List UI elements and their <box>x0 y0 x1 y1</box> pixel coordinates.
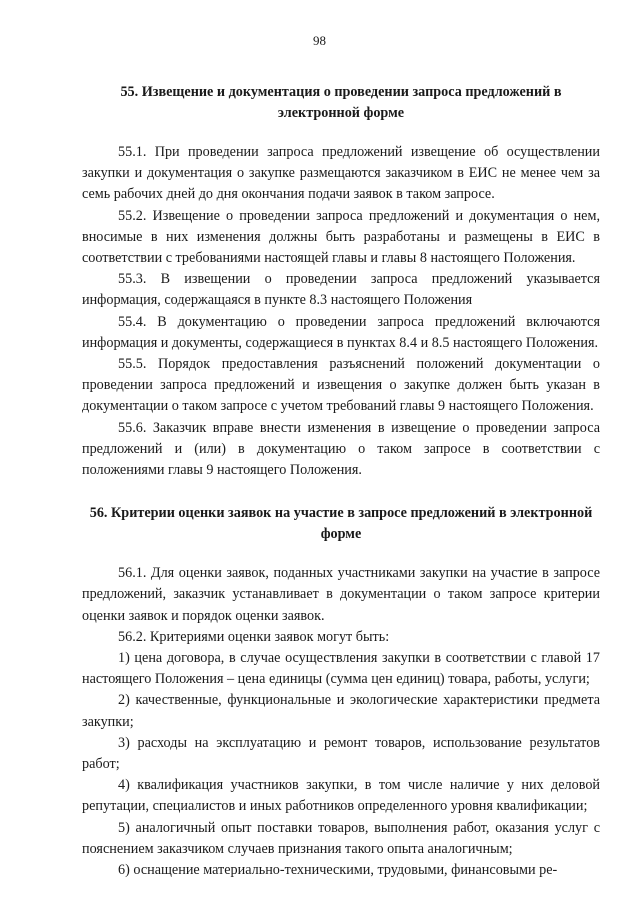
paragraph-55-3: 55.3. В извещении о проведении запроса предложений указывается информация, содержащаяся в пункте 8.3 настоящего Положения <box>82 271 600 309</box>
list-item-3: 3) расходы на эксплуатацию и ремонт товаров, использование результатов работ; <box>82 734 600 773</box>
list-item-1: 1) цена договора, в случае осуществления закупки в соответствии с главой 17 настоящего Положения – цена единицы (сумма цен единиц) товара, работы, услуги; <box>82 650 600 688</box>
paragraph-55-2: 55.2. Извещение о проведении запроса предложений и документация о нем, вносимые в них изменения должны быть разработаны и размещены в ЕИС в соответствии с требованиями настоящей главы и главы 8 настоящего Положения. <box>82 207 600 267</box>
paragraph-55-4: 55.4. В документацию о проведении запроса предложений включаются информация и документы, содержащиеся в пунктах 8.4 и 8.5 настоящего Положения. <box>82 313 600 351</box>
section-56 <box>82 503 600 881</box>
section-55 <box>82 82 600 481</box>
page-number: 98 <box>313 33 326 48</box>
list-item-6: 6) оснащение материально-техническими, трудовыми, финансовыми ре- <box>118 862 558 879</box>
paragraph-55-5: 55.5. Порядок предоставления разъяснений положений документации о проведении запроса предложений и извещения о закупке должен быть указан в документации о таком запросе с учетом требований главы 9 настоящего Положения. <box>82 356 600 415</box>
paragraph-55-1: 55.1. При проведении запроса предложений извещение об осуществлении закупки и документация о закупке размещаются заказчиком в ЕИС не менее чем за семь рабочих дней до дня окончания подачи заявок в таком запросе. <box>82 144 600 203</box>
list-item-2: 2) качественные, функциональные и экологические характеристики предмета закупки; <box>82 692 600 730</box>
list-item-4: 4) квалификация участников закупки, в том числе наличие у них деловой репутации, специалистов и иных работников определенного уровня квалификации; <box>82 777 600 815</box>
page-content <box>82 82 600 881</box>
section-heading: 55. Извещение и документация о проведении запроса предложений в электронной форме <box>120 84 562 121</box>
paragraph-55-6: 55.6. Заказчик вправе внести изменения в извещение о проведении запроса предложений и (или) в документацию о таком запросе в соответствии с положениями главы 9 настоящего Положения. <box>82 419 600 479</box>
paragraph-56-1: 56.1. Для оценки заявок, поданных участниками закупки на участие в запросе предложений, заказчик устанавливает в документации о таком запросе критерии оценки заявок и порядок оценки заявок. <box>82 565 600 624</box>
section-heading: 56. Критерии оценки заявок на участие в запросе предложений в электронной форме <box>89 505 593 543</box>
paragraph-56-2: 56.2. Критериями оценки заявок могут быть: <box>118 628 390 645</box>
list-item-5: 5) аналогичный опыт поставки товаров, выполнения работ, оказания услуг с пояснением заказчиком случаев признания такого опыта аналогичным; <box>82 819 600 857</box>
